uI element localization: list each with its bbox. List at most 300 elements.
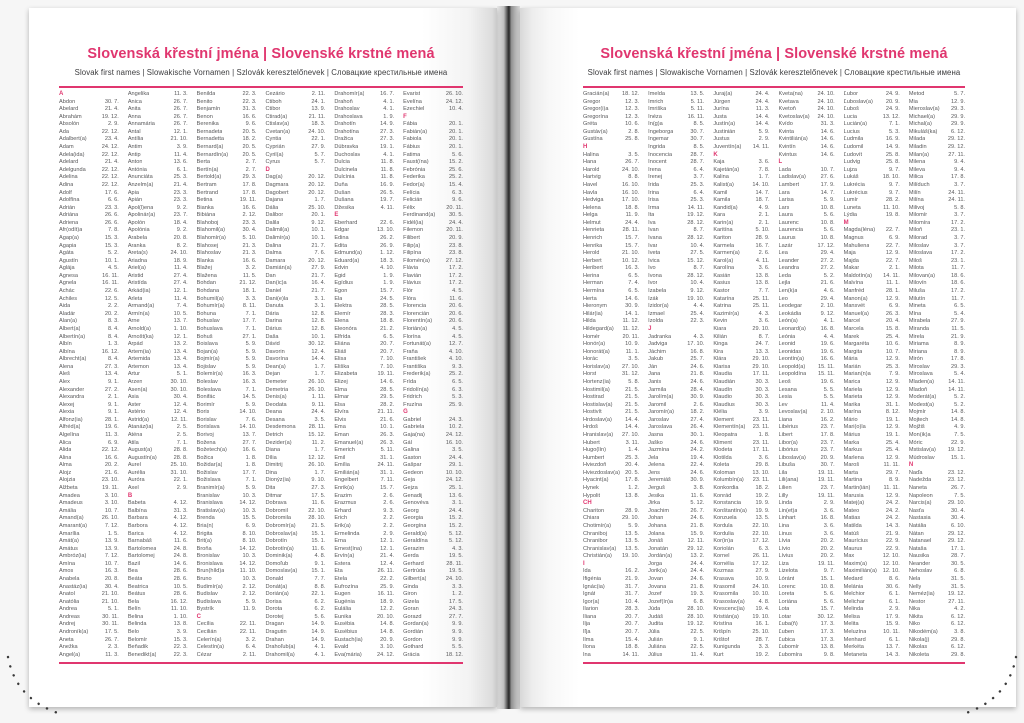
name-row	[648, 364, 704, 372]
nameday-date: 8. 8.	[314, 583, 326, 590]
name-label: Metaneta	[843, 651, 867, 658]
name-label: Milomíra	[908, 219, 931, 226]
nameday-date: 20. 12.	[308, 189, 326, 196]
name-row	[583, 318, 639, 326]
name-label: Kasián	[713, 272, 731, 279]
name-label: Makar	[843, 265, 860, 272]
name-label: Libórius	[778, 447, 799, 454]
name-label: Linus	[778, 530, 792, 537]
name-row	[59, 553, 119, 561]
nameday-date: 5. 6.	[823, 212, 835, 219]
name-row	[713, 273, 769, 281]
name-row	[713, 538, 769, 546]
name-row	[844, 243, 900, 251]
name-label: Dragan	[265, 621, 284, 628]
nameday-date: 24. 4.	[690, 560, 705, 567]
nameday-date: 16. 2.	[820, 416, 835, 423]
name-row	[713, 371, 769, 379]
nameday-date: 14. 7.	[755, 189, 770, 196]
name-row	[779, 296, 835, 304]
name-row	[844, 621, 900, 629]
name-label: Hortenz(ia)	[583, 378, 611, 385]
name-row	[334, 205, 394, 213]
name-row	[334, 553, 394, 561]
name-label: Moderát(a)	[908, 394, 937, 401]
nameday-date: 5. 8.	[628, 378, 640, 385]
nameday-date: 14. 3.	[885, 522, 900, 529]
nameday-date: 23. 12.	[947, 477, 965, 484]
name-row	[779, 243, 835, 251]
name-label: Lazár	[778, 242, 793, 249]
nameday-date: 12. 9.	[885, 394, 900, 401]
name-label: Ditmar	[265, 492, 282, 499]
name-row	[844, 629, 900, 637]
name-row	[844, 318, 900, 326]
nameday-date: 16. 10.	[622, 181, 640, 188]
name-column	[713, 91, 769, 659]
name-label: Inocencia	[648, 151, 673, 158]
nameday-date: 10. 3.	[242, 507, 257, 514]
name-row	[844, 288, 900, 296]
name-row	[197, 515, 257, 523]
name-row	[779, 561, 835, 569]
nameday-date: 16. 2.	[625, 568, 640, 575]
nameday-date: 28. 1.	[885, 288, 900, 295]
name-row	[197, 477, 257, 485]
name-row	[648, 553, 704, 561]
nameday-date: 25. 9.	[448, 401, 463, 408]
name-row	[334, 243, 394, 251]
nameday-date: 31. 5.	[951, 583, 965, 590]
name-row	[779, 584, 835, 592]
name-row	[334, 349, 394, 357]
name-row	[583, 265, 639, 273]
name-row	[909, 455, 965, 463]
name-label: Chraniboj	[583, 530, 607, 537]
name-row	[779, 288, 835, 296]
nameday-date: 27. 4.	[690, 416, 705, 423]
nameday-date: 18. 2.	[690, 409, 705, 416]
name-row	[128, 599, 188, 607]
name-label: Dobroslav(a)	[265, 530, 298, 537]
nameday-date: 29. 9.	[951, 113, 965, 120]
nameday-date: 31. 3.	[173, 507, 188, 514]
nameday-date: 12. 9.	[885, 492, 900, 499]
name-row	[403, 637, 463, 645]
name-label: Fridolín(a)	[403, 386, 429, 393]
name-label: Belina	[127, 613, 144, 620]
name-row	[265, 621, 325, 629]
name-row	[583, 334, 639, 342]
name-label: Gizela	[403, 598, 420, 605]
name-label: Hildegard(a)	[583, 325, 614, 332]
name-label: Kordulia	[713, 530, 734, 537]
name-row	[334, 152, 394, 160]
nameday-date: 29. 10.	[622, 515, 640, 522]
name-label: Koloman	[713, 469, 736, 476]
name-row	[713, 440, 769, 448]
name-row	[779, 182, 835, 190]
name-row	[583, 568, 639, 576]
name-label: Lambert	[778, 181, 800, 188]
name-row	[128, 349, 188, 357]
name-row	[128, 356, 188, 364]
name-row	[197, 508, 257, 516]
nameday-date: 30. 4.	[951, 507, 965, 514]
name-row	[59, 584, 119, 592]
name-label: Mateo	[843, 507, 860, 514]
name-label: Iva	[648, 219, 656, 226]
name-label: Beáta	[127, 576, 143, 582]
name-label: Nataša	[908, 545, 927, 552]
name-label: Nadežda	[908, 477, 932, 484]
nameday-date: 5. 9.	[245, 598, 257, 605]
nameday-date: 3. 6.	[823, 507, 835, 514]
nameday-date: 29. 3.	[951, 106, 965, 113]
name-label: Laurus	[778, 234, 796, 241]
name-row	[128, 477, 188, 485]
name-row	[128, 167, 188, 175]
nameday-date: 16. 8.	[820, 515, 835, 522]
name-row	[403, 538, 463, 546]
name-row	[648, 341, 704, 349]
nameday-date: 4. 10.	[448, 348, 463, 355]
nameday-date: 26. 11.	[752, 553, 770, 560]
name-row	[909, 121, 965, 129]
nameday-date: 26. 10.	[308, 462, 326, 469]
nameday-date: 30. 3.	[755, 378, 770, 385]
name-row	[334, 296, 394, 304]
name-label: Melichar	[843, 598, 865, 605]
name-label: Mia	[908, 98, 918, 105]
name-row	[844, 470, 900, 478]
nameday-date: 18. 4.	[173, 219, 188, 226]
nameday-date: 24. 6.	[690, 378, 705, 385]
name-label: Evelína	[403, 98, 422, 105]
name-label: Natália	[908, 522, 927, 529]
nameday-date: 30. 7.	[820, 462, 835, 469]
name-row	[648, 243, 704, 251]
nameday-date: 27. 11.	[948, 598, 965, 605]
name-row	[648, 159, 704, 167]
name-label: Júlia	[648, 629, 660, 636]
name-row	[648, 455, 704, 463]
name-label: Hubert	[583, 439, 600, 446]
name-row	[844, 447, 900, 455]
name-label: Anunciáta	[127, 174, 153, 181]
name-label: Gorazd	[403, 613, 422, 620]
name-row	[59, 599, 119, 607]
name-row	[713, 121, 769, 129]
nameday-date: 11. 2.	[311, 439, 326, 446]
name-row	[909, 341, 965, 349]
name-row	[844, 356, 900, 364]
nameday-date: 2. 5.	[176, 432, 188, 439]
name-row	[713, 493, 769, 501]
name-row	[648, 462, 704, 470]
name-label: Ctirad(a)	[265, 113, 288, 120]
nameday-date: 22. 3.	[173, 651, 188, 658]
name-row	[197, 621, 257, 629]
name-label: Budimír(a)	[196, 583, 223, 590]
name-label: Geja	[403, 477, 415, 484]
name-label: Eusébia	[334, 621, 355, 628]
name-label: Apol(l)ena	[127, 204, 154, 211]
name-row	[59, 447, 119, 455]
name-row	[844, 326, 900, 334]
nameday-date: 6. 4.	[245, 644, 257, 651]
name-label: Donald	[265, 576, 284, 582]
nameday-date: 25. 3.	[690, 197, 705, 204]
name-label: Flóra	[403, 295, 416, 302]
name-label: Melisa	[843, 613, 860, 620]
nameday-date: 5. 6.	[823, 591, 835, 598]
nameday-date: 22. 10.	[308, 507, 326, 514]
name-label: Matúš	[843, 530, 859, 537]
name-row	[909, 296, 965, 304]
name-row	[403, 629, 463, 637]
name-row	[403, 440, 463, 448]
nameday-date: 28. 8.	[173, 447, 188, 454]
name-row	[265, 288, 325, 296]
nameday-date: 9. 11.	[311, 401, 326, 408]
nameday-date: 25. 10.	[752, 629, 770, 636]
name-label: Florencián	[403, 310, 430, 317]
name-label: Androník(a)	[59, 629, 89, 636]
name-label: Ludvig	[843, 159, 861, 166]
name-label: Leonid	[778, 341, 796, 348]
name-label: Emerich	[334, 447, 355, 454]
name-row	[844, 197, 900, 205]
nameday-date: 1. 4.	[628, 447, 640, 454]
nameday-date: 7. 6.	[245, 416, 257, 423]
nameday-date: 5. 9.	[245, 348, 257, 355]
name-label: Ervín(a)	[334, 553, 355, 560]
name-label: Apia	[127, 189, 140, 196]
name-label: Jakub	[648, 356, 664, 363]
name-label: Armín(a)	[127, 310, 150, 317]
name-row	[334, 364, 394, 372]
name-row	[265, 546, 325, 554]
name-label: Florína	[403, 333, 421, 340]
name-label: Anabela	[59, 576, 80, 582]
name-row	[844, 349, 900, 357]
name-label: Bertín(a)	[196, 166, 219, 173]
name-row	[59, 561, 119, 569]
name-row	[265, 334, 325, 342]
nameday-date: 18. 10.	[882, 174, 900, 181]
nameday-date: 31. 5.	[951, 576, 965, 582]
name-row	[648, 515, 704, 523]
name-row	[59, 136, 119, 144]
name-row	[583, 584, 639, 592]
nameday-date: 22. 7.	[885, 227, 900, 234]
name-row	[197, 91, 257, 99]
name-label: Ilarion	[583, 606, 599, 613]
name-row	[59, 409, 119, 417]
name-row	[583, 599, 639, 607]
name-label: Inocent	[648, 159, 667, 166]
nameday-date: 19. 5.	[448, 568, 463, 575]
nameday-date: 16. 6.	[242, 447, 257, 454]
name-label: Elvíra	[334, 409, 349, 416]
nameday-date: 2. 1.	[107, 394, 119, 401]
nameday-date: 16. 3.	[104, 568, 119, 575]
nameday-date: 13. 8.	[173, 621, 188, 628]
name-label: Gerazim	[403, 545, 425, 552]
name-label: Mína	[908, 310, 922, 317]
name-label: Areta(s)	[127, 250, 148, 257]
nameday-date: 27. 4.	[173, 272, 188, 279]
name-label: Magnus	[843, 234, 864, 241]
nameday-date: 6. 6.	[107, 197, 119, 204]
nameday-date: 29. 12.	[947, 530, 965, 537]
name-row	[713, 129, 769, 137]
nameday-date: 14. 4.	[625, 416, 640, 423]
name-row	[713, 409, 769, 417]
nameday-date: 13. 5.	[625, 530, 640, 537]
name-row	[128, 91, 188, 99]
nameday-date: 20. 7.	[380, 341, 395, 348]
name-label: Apolónia	[127, 227, 150, 234]
name-row	[779, 106, 835, 114]
name-row	[779, 167, 835, 175]
name-row	[583, 349, 639, 357]
name-label: Amos	[59, 568, 74, 575]
name-label: Ivana	[648, 234, 662, 241]
nameday-date: 28. 10.	[308, 515, 326, 522]
nameday-date: 24. 6.	[690, 363, 705, 370]
nameday-date: 20. 5.	[625, 469, 640, 476]
nameday-date: 10. 7.	[885, 348, 900, 355]
nameday-date: 22. 12.	[101, 447, 119, 454]
name-row	[583, 136, 639, 144]
name-row	[583, 440, 639, 448]
name-row	[128, 379, 188, 387]
name-row	[713, 576, 769, 584]
name-row	[779, 531, 835, 539]
name-row	[128, 296, 188, 304]
name-row	[197, 364, 257, 372]
name-label: Len(k)a	[778, 288, 798, 295]
name-row	[128, 568, 188, 576]
name-row	[403, 288, 463, 296]
nameday-date: 15. 3.	[173, 636, 188, 643]
name-label: Krasava	[713, 576, 734, 582]
name-label: Hviezdoslav(a)	[583, 469, 620, 476]
name-row	[844, 485, 900, 493]
name-label: Aurélia	[127, 469, 146, 476]
nameday-date: 17. 8.	[951, 356, 965, 363]
name-label: Larisa	[778, 197, 794, 204]
name-row	[844, 129, 900, 137]
name-label: Edita	[334, 242, 348, 249]
name-row	[128, 546, 188, 554]
nameday-date: 23. 1.	[951, 227, 965, 234]
name-label: Hrdoš	[583, 424, 598, 431]
name-row	[583, 364, 639, 372]
nameday-date: 5. 8.	[954, 204, 965, 211]
nameday-date: 16. 11.	[687, 113, 705, 120]
nameday-date: 12. 3.	[625, 113, 640, 120]
name-row	[59, 197, 119, 205]
name-row	[713, 227, 769, 235]
nameday-date: 24. 4.	[311, 409, 326, 416]
nameday-date: 24. 10.	[817, 113, 835, 120]
name-label: Gothard	[403, 644, 424, 651]
name-row	[197, 311, 257, 319]
name-label: Mária	[843, 356, 858, 363]
name-row	[648, 387, 704, 395]
name-row	[334, 621, 394, 629]
name-label: Bojmír(a)	[196, 356, 220, 363]
nameday-date: 20. 1.	[448, 128, 463, 135]
name-label: Ema	[334, 424, 346, 431]
name-label: Mileva	[908, 166, 925, 173]
name-row	[59, 424, 119, 432]
name-label: Milica	[908, 174, 924, 181]
name-label: Menhard	[843, 636, 866, 643]
section-letter: G	[403, 409, 408, 416]
name-label: Maldotín(a)	[843, 272, 872, 279]
nameday-date: 19. 3.	[690, 591, 705, 598]
nameday-date: 15. 7.	[380, 288, 395, 295]
nameday-date: 16. 12.	[101, 348, 119, 355]
name-label: Lotar	[778, 613, 792, 620]
nameday-date: 24. 11.	[948, 197, 965, 204]
name-row	[403, 296, 463, 304]
name-row	[265, 455, 325, 463]
nameday-date: 20. 11.	[446, 227, 463, 234]
nameday-date: 6. 1.	[888, 591, 900, 598]
nameday-date: 19. 4.	[690, 454, 705, 461]
name-label: Gustáv(a)	[583, 128, 608, 135]
name-row	[334, 326, 394, 334]
name-row	[128, 144, 188, 152]
nameday-date: 29. 1.	[448, 462, 463, 469]
name-label: Anatol	[59, 591, 75, 598]
name-row	[59, 477, 119, 485]
name-label: Liboslav(a)	[778, 454, 806, 461]
name-label: Anatólia	[59, 598, 80, 605]
name-row	[197, 629, 257, 637]
name-label: Ivo	[648, 265, 656, 272]
name-row	[197, 227, 257, 235]
nameday-date: 17. 2.	[448, 272, 463, 279]
nameday-date: 25. 8.	[625, 136, 640, 143]
nameday-date: 26. 10.	[101, 515, 119, 522]
name-row	[403, 174, 463, 182]
name-label: Libor(a)	[778, 439, 798, 446]
name-label: Abelard	[59, 106, 79, 113]
nameday-date: 24. 10.	[752, 583, 770, 590]
name-row	[779, 606, 835, 614]
name-row	[128, 334, 188, 342]
name-label: Iliana	[583, 613, 597, 620]
name-label: Fridrich	[403, 394, 422, 401]
nameday-date: 10. 8.	[820, 219, 835, 226]
name-label: Leopold(a)	[778, 363, 806, 370]
name-label: Ľudovít	[843, 151, 863, 158]
nameday-date: 21. 6.	[104, 469, 119, 476]
name-label: Humbert	[583, 454, 605, 461]
name-label: Emil	[334, 454, 346, 461]
name-row	[648, 197, 704, 205]
nameday-date: 30. 4.	[104, 583, 119, 590]
name-label: Julián	[648, 636, 663, 643]
nameday-date: 21. 11.	[377, 409, 395, 416]
name-row	[59, 212, 119, 220]
